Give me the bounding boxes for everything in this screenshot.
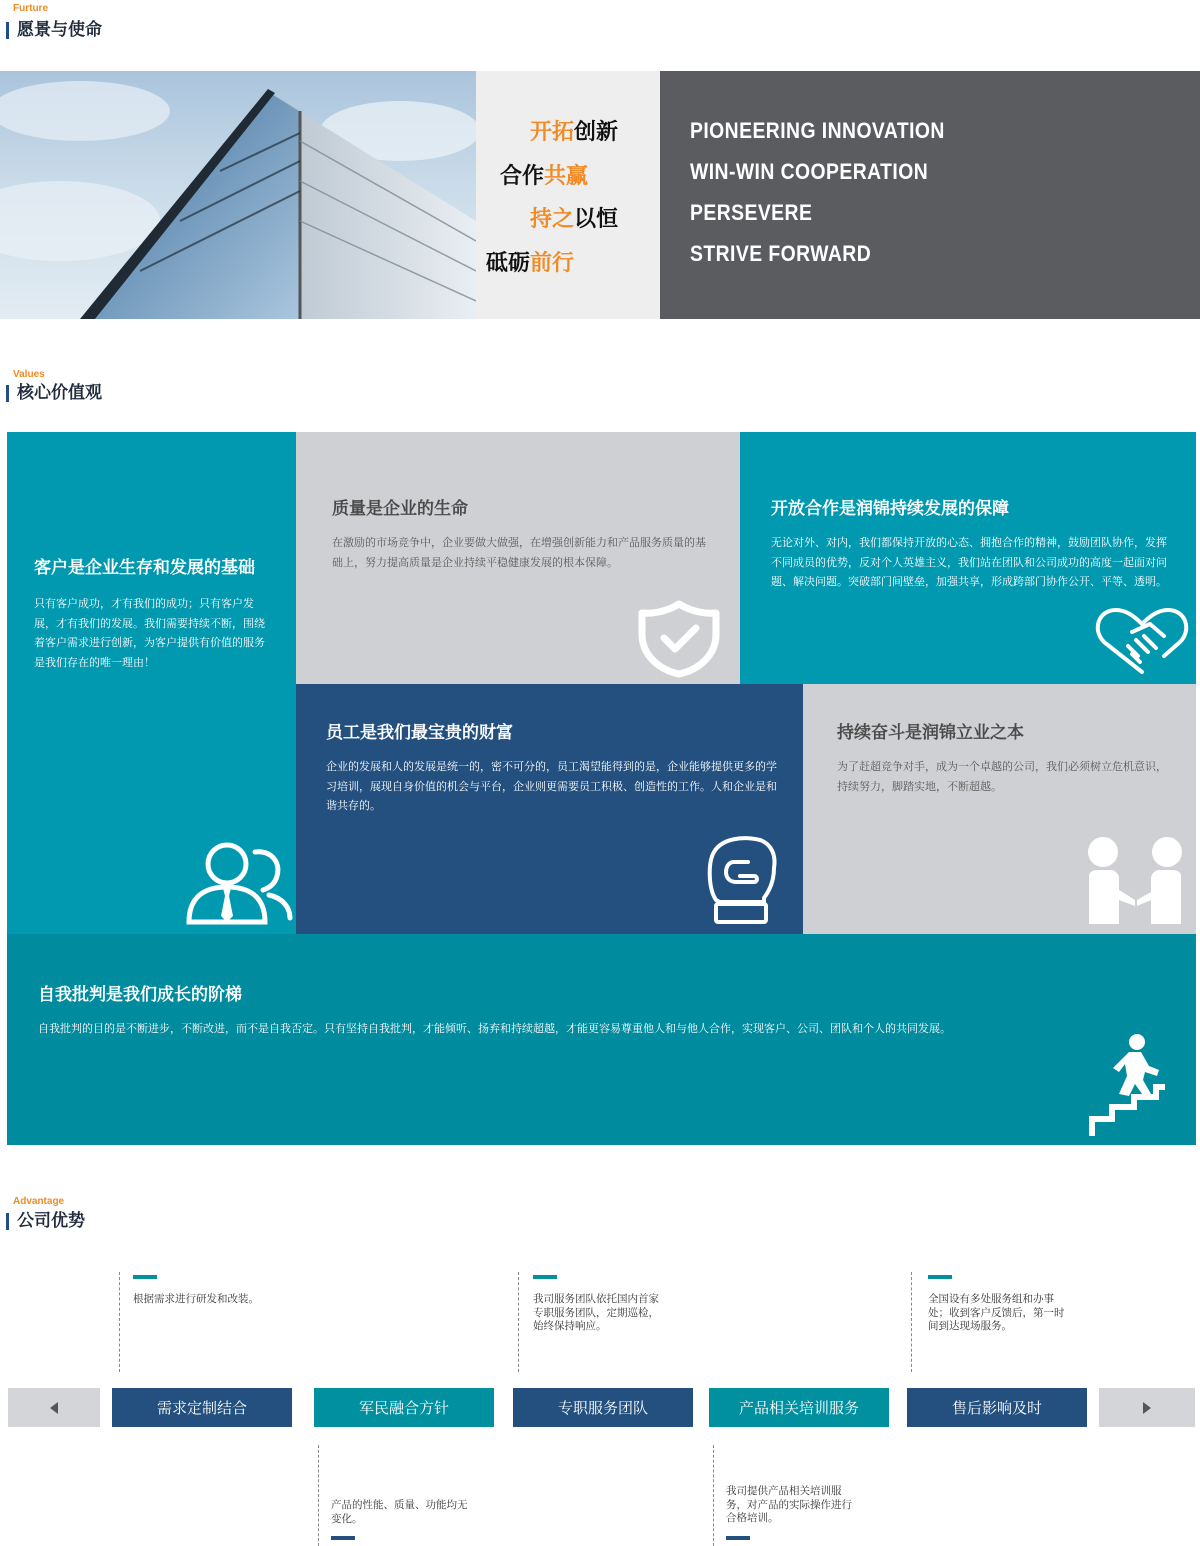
slogan-panel (476, 71, 660, 319)
value-card-text: 只有客户成功，才有我们的成功；只有客户发展，才有我们的发展。我们需要持续不断，围绕着客户需求进行创新，为客户提供有价值的服务是我们存在的唯一理由！ (34, 597, 265, 669)
vision-section-title: 愿景与使命 (6, 22, 102, 39)
advantage-divider (318, 1445, 320, 1546)
slogan-line-2: 合作共赢 (500, 164, 589, 189)
value-card-title: 客户是企业生存和发展的基础 (34, 558, 255, 578)
advantage-divider (119, 1272, 121, 1372)
value-card-text: 为了赶超竞争对手，成为一个卓越的公司，我们必须树立危机意识，持续努力，脚踏实地，不断超越。 (837, 760, 1167, 793)
advantage-tab-military-civil[interactable]: 军民融合方针 (314, 1388, 494, 1427)
value-card-quality (296, 432, 740, 684)
value-card-striving (803, 684, 1196, 934)
value-card-title: 开放合作是润锦持续发展的保障 (771, 499, 1009, 519)
carousel-next-button[interactable] (1099, 1388, 1195, 1427)
climbing-stairs-icon (1089, 1032, 1165, 1136)
value-card-title: 员工是我们最宝贵的财富 (326, 723, 513, 743)
advantage-tab-custom[interactable]: 需求定制结合 (112, 1388, 292, 1427)
advantage-detail-4: 我司提供产品相关培训服务，对产品的实际操作进行合格培训。 (726, 1485, 852, 1524)
advantage-en-label: Advantage (13, 1196, 65, 1207)
english-slogan-panel (660, 71, 1200, 319)
advantage-detail-2: 产品的性能、质量、功能均无变化。 (331, 1499, 468, 1525)
slogan-line-1: 开拓创新 (530, 120, 619, 145)
value-card-text: 自我批判的目的是不断进步，不断改进，而不是自我否定。只有坚持自我批判，才能倾听、扬弃和持续超越，才能更容易尊重他人和与他人合作，实现客户、公司、团队和个人的共同发展。 (38, 1022, 951, 1035)
values-en-label: Values (13, 369, 45, 380)
advantage-section-title: 公司优势 (6, 1213, 85, 1230)
advantage-accent-bar (133, 1275, 157, 1279)
advantage-detail-5: 全国设有多处服务组和办事处；收到客户反馈后，第一时间到达现场服务。 (928, 1293, 1065, 1332)
advantage-divider (518, 1272, 520, 1372)
slogan-line-3: 持之以恒 (530, 207, 619, 232)
building-photo (0, 71, 476, 319)
users-icon (185, 840, 295, 925)
slogan-line-4: 砥砺前行 (486, 251, 575, 276)
english-line-3: PERSEVERE (690, 200, 813, 225)
advantage-tab-service-team[interactable]: 专职服务团队 (513, 1388, 693, 1427)
advantage-accent-bar (533, 1275, 557, 1279)
value-card-customer (7, 432, 296, 934)
english-line-2: WIN-WIN COOPERATION (690, 159, 929, 184)
advantage-divider (713, 1445, 715, 1546)
advantage-tab-after-sales[interactable]: 售后影响及时 (907, 1388, 1087, 1427)
values-section-title: 核心价值观 (6, 385, 102, 402)
value-card-title: 持续奋斗是润锦立业之本 (837, 723, 1024, 743)
arrow-right-icon (1141, 1401, 1153, 1415)
carousel-prev-button[interactable] (8, 1388, 100, 1427)
advantage-detail-1: 根据需求进行研发和改装。 (133, 1293, 259, 1305)
english-line-4: STRIVE FORWARD (690, 241, 872, 266)
advantage-accent-bar (726, 1536, 750, 1540)
building-illustration (0, 71, 476, 319)
value-card-title: 质量是企业的生命 (332, 499, 468, 519)
value-card-employees (296, 684, 803, 934)
advantage-accent-bar (331, 1536, 355, 1540)
arrow-left-icon (48, 1401, 60, 1415)
value-card-text: 无论对外、对内，我们都保持开放的心态、拥抱合作的精神，鼓励团队协作，发挥不同成员的优势，反对个人英雄主义，我们站在团队和公司成功的高度一起面对问题、解决问题。突破部门间壁垒，加强共享，形成跨部门协作公开、平等、透明。 (771, 536, 1167, 588)
value-card-self-criticism (7, 934, 1196, 1145)
value-card-text: 企业的发展和人的发展是统一的，密不可分的，员工渴望能得到的是，企业能够提供更多的学习培训，展现自身价值的机会与平台，企业则更需要员工积极、创造性的工作。人和企业是和谐共存的。 (326, 760, 777, 812)
vision-en-label: Furture (13, 3, 48, 14)
advantage-divider (911, 1272, 913, 1372)
advantage-accent-bar (928, 1275, 952, 1279)
value-card-openness (740, 432, 1196, 684)
value-card-text: 在激励的市场竞争中，企业要做大做强，在增强创新能力和产品服务质量的基础上，努力提高质量是企业持续平稳健康发展的根本保障。 (332, 536, 706, 569)
english-line-1: PIONEERING INNOVATION (690, 118, 945, 143)
boxing-glove-icon (704, 832, 780, 926)
partners-icon (1087, 834, 1183, 926)
shield-check-icon (636, 598, 722, 678)
advantage-tab-training[interactable]: 产品相关培训服务 (709, 1388, 889, 1427)
advantage-detail-3: 我司服务团队依托国内首家专职服务团队，定期巡检，始终保持响应。 (533, 1293, 659, 1332)
value-card-title: 自我批判是我们成长的阶梯 (38, 985, 242, 1005)
handshake-icon (1092, 602, 1192, 678)
